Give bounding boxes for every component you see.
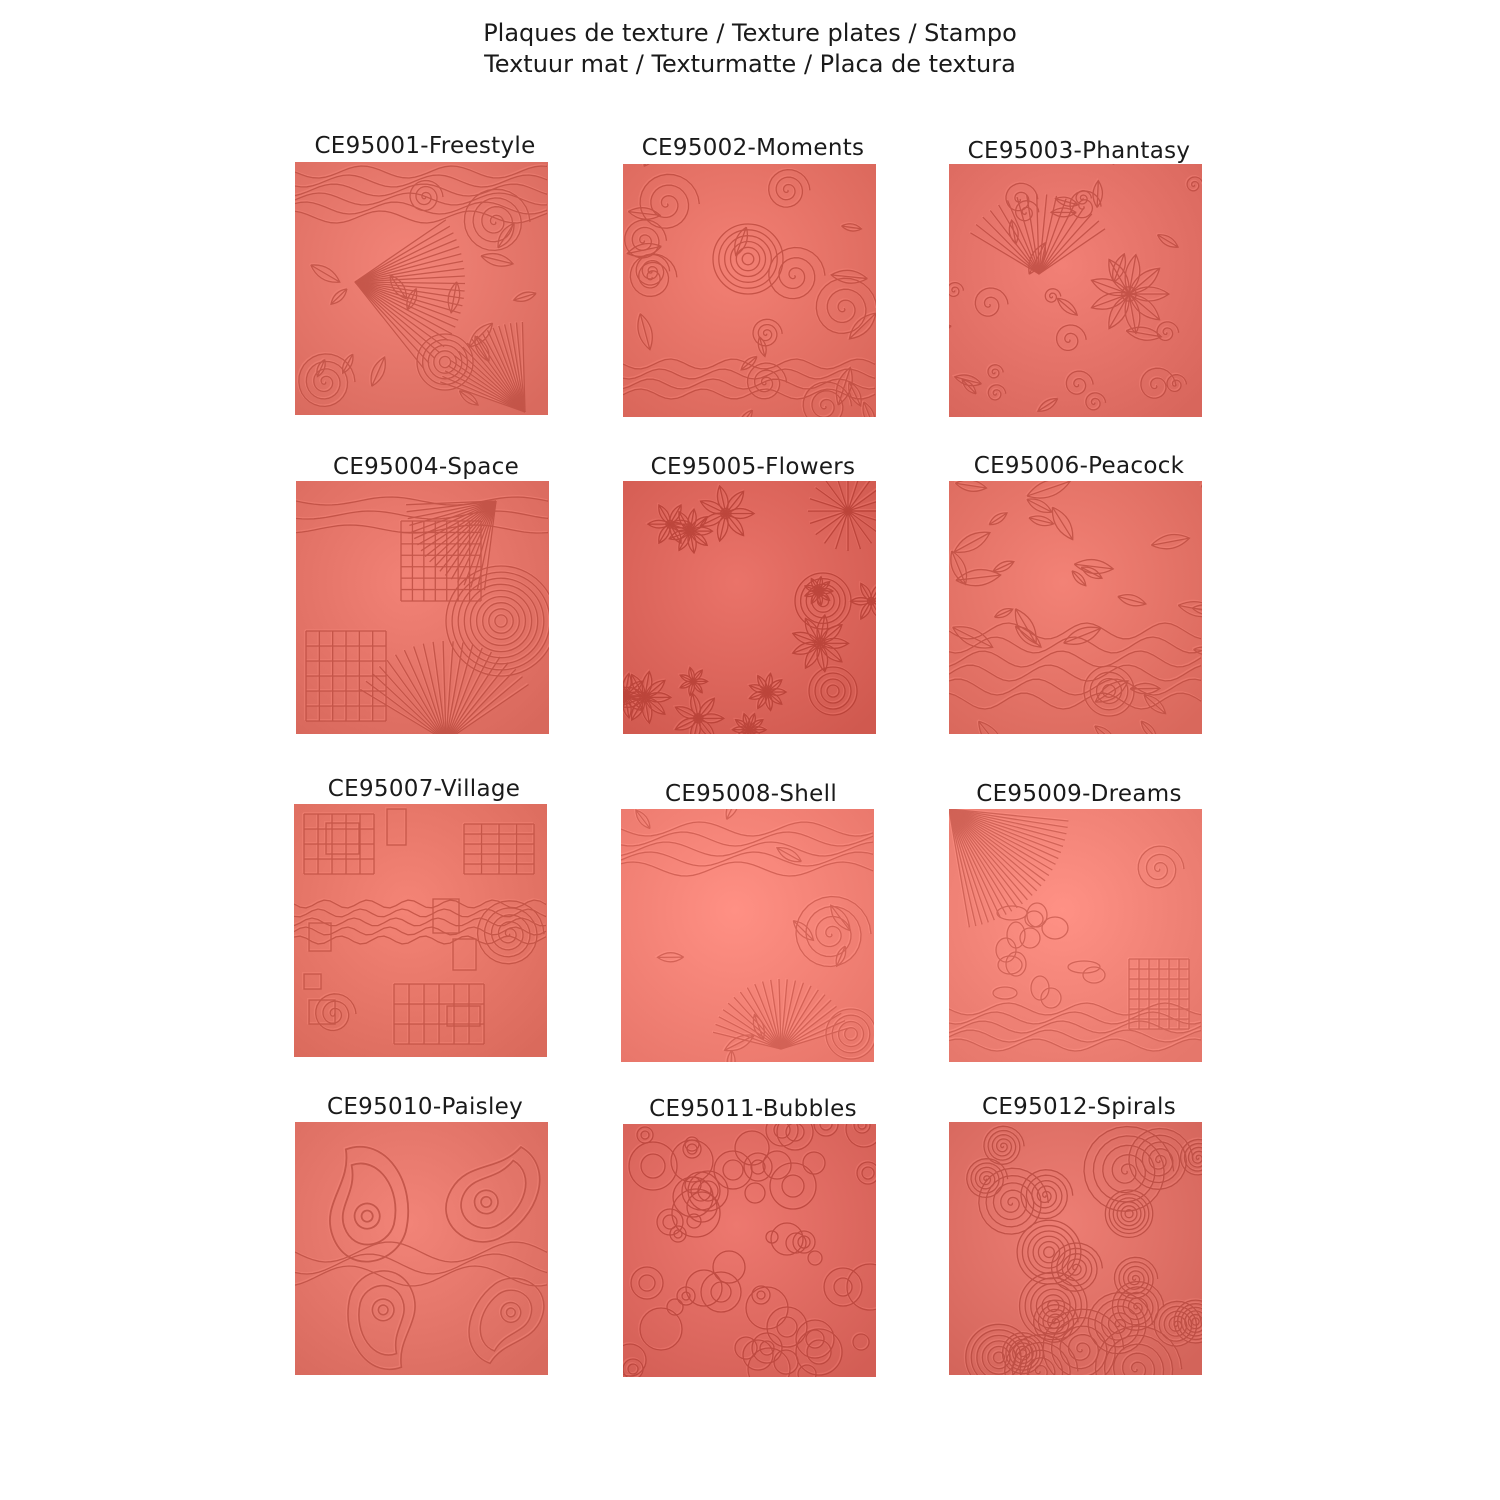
header-title-line-2: Textuur mat / Texturmatte / Placa de textura	[484, 50, 1016, 78]
plate-tile-flowers	[623, 453, 883, 481]
texture-plate-image	[949, 164, 1202, 417]
plate-tile-shell	[621, 780, 881, 808]
texture-plate-image	[949, 809, 1202, 1062]
plate-label: CE95010-Paisley	[326, 1094, 523, 1120]
plate-tile-spirals	[949, 1093, 1209, 1121]
plate-tile-paisley	[295, 1093, 555, 1121]
plate-label: CE95012-Spirals	[981, 1094, 1177, 1120]
plate-tile-bubbles	[623, 1095, 883, 1123]
texture-plate-image	[621, 809, 874, 1062]
plate-label: CE95001-Freestyle	[314, 133, 536, 159]
texture-plate-image	[296, 481, 549, 734]
plate-label: CE95002-Moments	[641, 135, 865, 161]
plate-label: CE95011-Bubbles	[649, 1096, 857, 1122]
plate-label: CE95005-Flowers	[650, 454, 856, 480]
header-title-line-1: Plaques de texture / Texture plates / Stampo	[483, 19, 1017, 47]
plate-tile-peacock	[949, 452, 1209, 480]
plate-tile-moments	[623, 134, 883, 162]
plate-tile-village	[294, 775, 554, 803]
page-header	[0, 18, 1500, 80]
plate-label: CE95009-Dreams	[976, 781, 1182, 807]
texture-plate-image	[623, 481, 876, 734]
plate-tile-freestyle	[295, 132, 555, 160]
texture-plate-image	[295, 162, 548, 415]
texture-plate-image	[949, 481, 1202, 734]
texture-plate-image	[295, 1122, 548, 1375]
plate-label: CE95003-Phantasy	[967, 138, 1191, 164]
texture-plate-image	[623, 164, 876, 417]
plate-label: CE95006-Peacock	[973, 453, 1185, 479]
plate-label: CE95008-Shell	[664, 781, 838, 807]
texture-plate-image	[623, 1124, 876, 1377]
plate-label: CE95004-Space	[332, 454, 520, 480]
plate-label: CE95007-Village	[327, 776, 521, 802]
plate-tile-dreams	[949, 780, 1209, 808]
texture-plate-image	[949, 1122, 1202, 1375]
plate-tile-phantasy	[949, 137, 1209, 165]
texture-plate-image	[294, 804, 547, 1057]
plate-tile-space	[296, 453, 556, 481]
